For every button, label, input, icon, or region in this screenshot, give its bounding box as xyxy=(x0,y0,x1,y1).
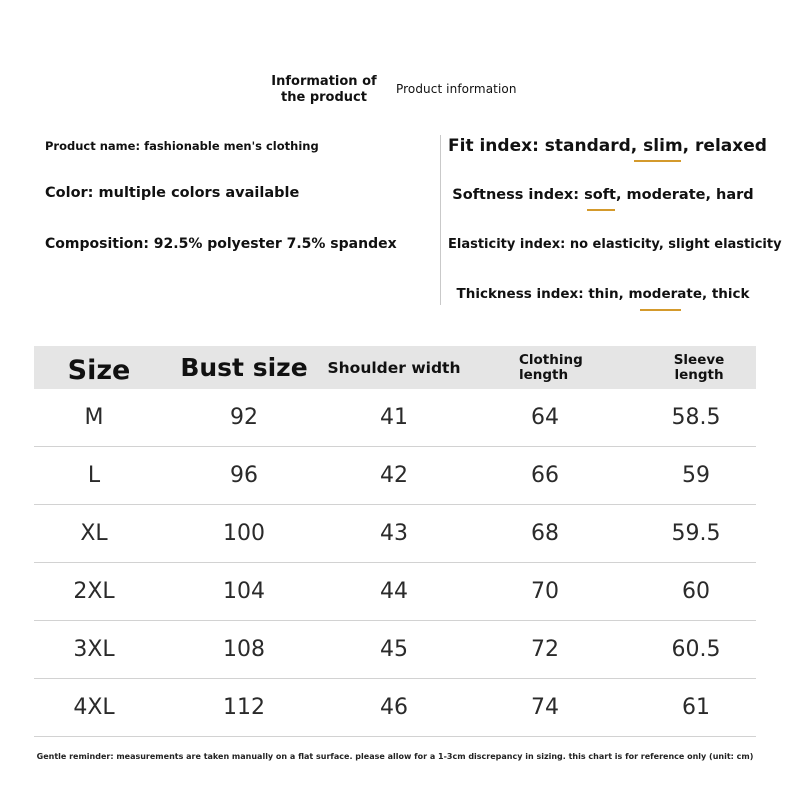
cell-shoulder: 41 xyxy=(380,405,408,430)
table-row xyxy=(34,621,756,679)
cell-sleeve: 58.5 xyxy=(671,405,721,430)
cell-size: XL xyxy=(80,521,108,546)
cell-shoulder: 42 xyxy=(380,463,408,488)
vertical-divider xyxy=(440,135,441,305)
cell-bust: 104 xyxy=(223,579,265,604)
cell-length: 66 xyxy=(531,463,559,488)
cell-size: M xyxy=(84,405,104,430)
softness-index: Softness index: soft, moderate, hard xyxy=(452,187,754,203)
cell-sleeve: 61 xyxy=(682,695,710,720)
fit-index: Fit index: standard, slim, relaxed xyxy=(448,136,767,156)
cell-size: 2XL xyxy=(73,579,115,604)
product-name: Product name: fashionable men's clothing xyxy=(45,139,319,153)
table-row xyxy=(34,447,756,505)
table-row xyxy=(34,389,756,447)
measurement-reminder: Gentle reminder: measurements are taken manually on a flat surface. please allow for a 1-3cm discrepancy in sizing. this chart is for reference only (unit: cm) xyxy=(36,752,754,761)
product-composition: Composition: 92.5% polyester 7.5% spandex xyxy=(45,236,397,252)
table-row xyxy=(34,505,756,563)
cell-bust: 112 xyxy=(223,695,265,720)
thickness-index-marker xyxy=(640,309,681,311)
header-clothing-length: Clothing length xyxy=(519,351,583,383)
cell-length: 68 xyxy=(531,521,559,546)
cell-sleeve: 59.5 xyxy=(671,521,721,546)
cell-size: 3XL xyxy=(73,637,115,662)
table-header xyxy=(34,346,756,389)
cell-shoulder: 45 xyxy=(380,637,408,662)
section-subtitle: Product information xyxy=(396,82,517,96)
cell-size: 4XL xyxy=(73,695,115,720)
cell-length: 74 xyxy=(531,695,559,720)
cell-bust: 100 xyxy=(223,521,265,546)
cell-bust: 92 xyxy=(230,405,258,430)
cell-size: L xyxy=(87,463,101,488)
header-bust-size: Bust size xyxy=(180,353,308,382)
cell-shoulder: 46 xyxy=(380,695,408,720)
cell-shoulder: 44 xyxy=(380,579,408,604)
table-row xyxy=(34,679,756,737)
header-shoulder-width: Shoulder width xyxy=(327,358,461,377)
cell-shoulder: 43 xyxy=(380,521,408,546)
thickness-index: Thickness index: thin, moderate, thick xyxy=(456,286,750,302)
header-sleeve-length: Sleeve length xyxy=(673,351,725,383)
product-color: Color: multiple colors available xyxy=(45,185,300,201)
table-row xyxy=(34,563,756,621)
cell-sleeve: 60.5 xyxy=(671,637,721,662)
cell-bust: 96 xyxy=(230,463,258,488)
cell-length: 70 xyxy=(531,579,559,604)
header-size: Size xyxy=(67,355,131,386)
cell-bust: 108 xyxy=(223,637,265,662)
elasticity-index: Elasticity index: no elasticity, slight elasticity xyxy=(448,237,782,252)
section-title: Information of the product xyxy=(271,74,377,105)
cell-length: 72 xyxy=(531,637,559,662)
cell-sleeve: 59 xyxy=(682,463,710,488)
size-chart-table xyxy=(34,346,756,737)
cell-length: 64 xyxy=(531,405,559,430)
fit-index-marker xyxy=(634,160,681,162)
softness-index-marker xyxy=(587,209,615,211)
cell-sleeve: 60 xyxy=(682,579,710,604)
